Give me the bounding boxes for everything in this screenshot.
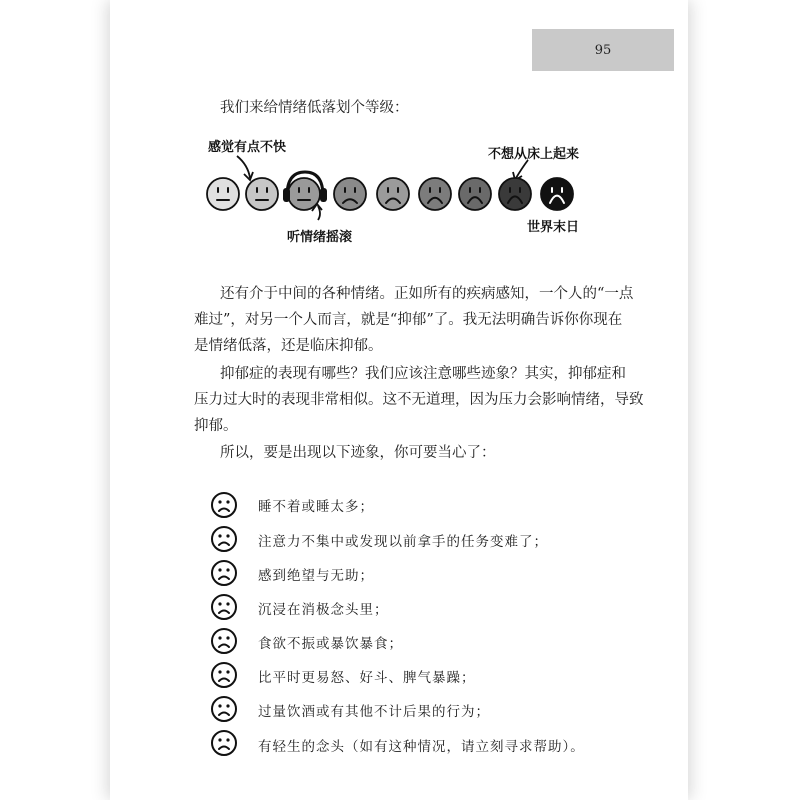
sign-5: 食欲不振或暴饮暴食； xyxy=(258,636,403,652)
para3-line: 所以，要是出现以下迹象，你可要当心了： xyxy=(220,445,496,461)
sign-6: 比平时更易怒、好斗、脾气暴躁； xyxy=(258,670,476,686)
scale-label-dont-want-to-get-up: 不想从床上起来 xyxy=(488,147,580,162)
sign-2: 注意力不集中或发现以前拿手的任务变难了； xyxy=(258,534,548,550)
sad-face-icon xyxy=(212,697,236,721)
para1-line2: 难过”，对另一个人而言，就是“抑郁”了。我无法明确告诉你你现在 xyxy=(194,312,623,328)
para2-line2: 压力过大时的表现非常相似。这不无道理，因为压力会影响情绪，导致 xyxy=(194,392,644,408)
sad-face-icon xyxy=(212,663,236,687)
sign-7: 过量饮酒或有其他不计后果的行为； xyxy=(258,704,490,720)
sad-face-icon xyxy=(212,595,236,619)
intro-line: 我们来给情绪低落划个等级： xyxy=(220,100,409,116)
para1-line3: 是情绪低落，还是临床抑郁。 xyxy=(194,338,383,354)
sign-3: 感到绝望与无助； xyxy=(258,568,374,584)
scale-label-emo-rock: 听情绪摇滚 xyxy=(287,230,353,245)
para2-line1: 抑郁症的表现有哪些？我们应该注意哪些迹象？其实，抑郁症和 xyxy=(220,366,626,382)
sign-1: 睡不着或睡太多； xyxy=(258,499,374,515)
sign-4: 沉浸在消极念头里； xyxy=(258,602,389,618)
page-number: 95 xyxy=(594,42,612,58)
sad-face-icon xyxy=(212,629,236,653)
sad-face-icon xyxy=(212,561,236,585)
sign-8: 有轻生的念头（如有这种情况，请立刻寻求帮助）。 xyxy=(258,739,585,755)
sad-face-icon xyxy=(212,493,236,517)
sad-face-icon xyxy=(212,527,236,551)
para2-line3: 抑郁。 xyxy=(194,418,238,434)
scale-label-end-of-world: 世界末日 xyxy=(527,220,580,235)
scale-label-slightly-unhappy: 感觉有点不快 xyxy=(208,140,287,155)
para1-line1: 还有介于中间的各种情绪。正如所有的疾病感知，一个人的“一点 xyxy=(220,286,634,302)
sad-face-icon xyxy=(212,731,236,755)
